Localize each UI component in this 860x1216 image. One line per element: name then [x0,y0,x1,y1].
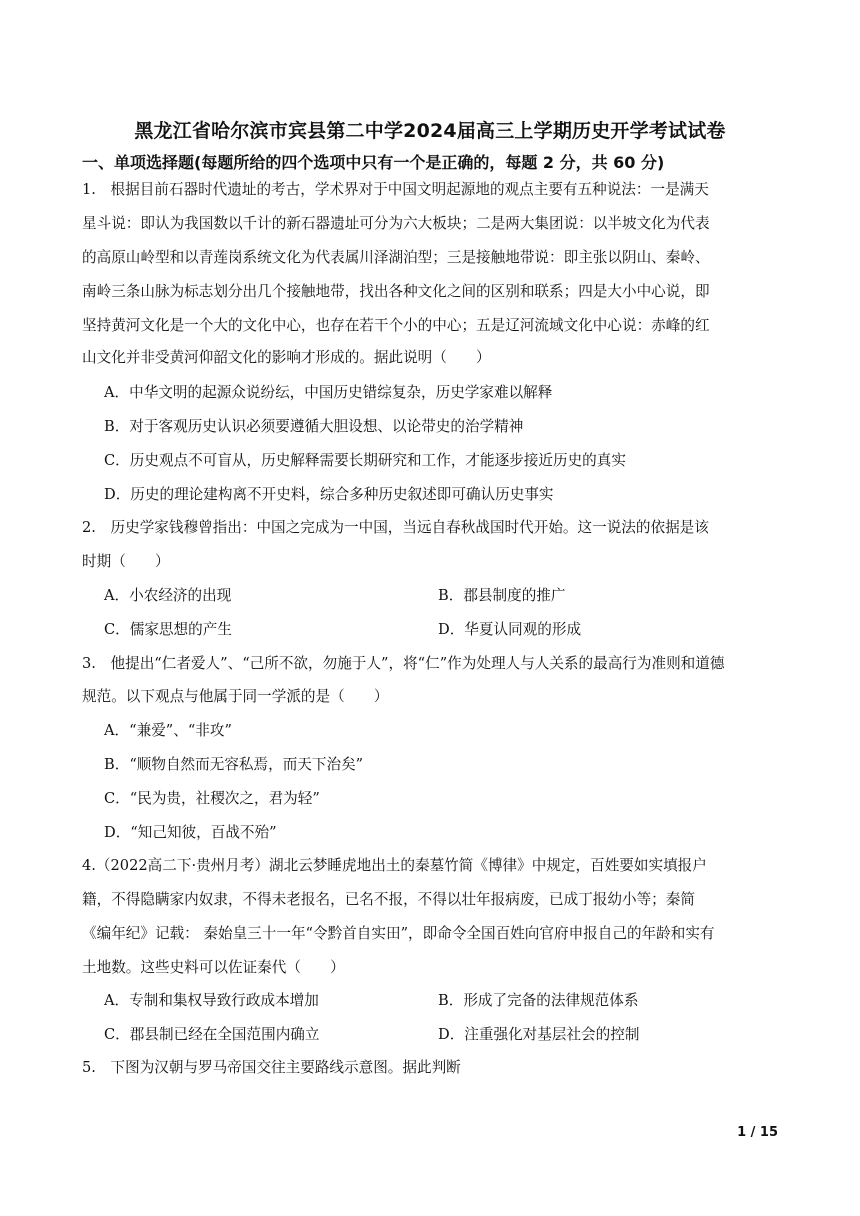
q3-line-1: 3. 他提出“仁者爱人”、“己所不欲，勿施于人”，将“仁”作为处理人与人关系的最高行为准则和道德 [82,655,725,672]
q2-line-1: 2. 历史学家钱穆曾指出：中国之完成为一中国，当远自春秋战国时代开始。这一说法的依据是该 [82,519,709,536]
q3-line-2: 规范。以下观点与他属于同一学派的是（ ） [82,688,389,705]
q1-line-1: 1. 根据目前石器时代遗址的考古，学术界对于中国文明起源地的观点主要有五种说法：一是满天 [82,181,709,198]
q3-option-b: B．“顺物自然而无容私焉，而天下治矣” [104,756,364,773]
q1-option-c: C．历史观点不可盲从，历史解释需要长期研究和工作，才能逐步接近历史的真实 [104,452,626,469]
q2-option-a: A．小农经济的出现 [104,587,232,604]
q5-line-1: 5. 下图为汉朝与罗马帝国交往主要路线示意图。据此判断 [82,1059,461,1076]
q1-line-6: 山文化并非受黄河仰韶文化的影响才形成的。据此说明（ ） [82,349,491,366]
q1-line-4: 南岭三条山脉为标志划分出几个接触地带，找出各种文化之间的区别和联系；四是大小中心说，即 [82,283,710,300]
q3-option-a: A．“兼爱”、“非攻” [104,722,232,739]
q1-option-d: D．历史的理论建构离不开史料，综合多种历史叙述即可确认历史事实 [104,486,554,503]
q1-line-3: 的高原山岭型和以青莲岗系统文化为代表属川泽湖泊型；三是接触地带说：即主张以阴山、秦岭、 [82,249,710,266]
q4-option-a: A．专制和集权导致行政成本增加 [104,992,319,1009]
page-number: 1 / 15 [737,1125,778,1140]
q4-line-2: 籍，不得隐瞒家内奴隶，不得未老报名，已名不报，不得以壮年报病废，已成丁报幼小等；秦简 [82,891,695,908]
q4-option-d: D．注重强化对基层社会的控制 [438,1026,640,1043]
q2-option-d: D．华夏认同观的形成 [438,621,582,638]
page-title: 黑龙江省哈尔滨市宾县第二中学2024届高三上学期历史开学考试试卷 [134,120,726,142]
q2-line-2: 时期（ ） [82,553,170,570]
q1-line-5: 坚持黄河文化是一个大的文化中心，也存在若干个小的中心；五是辽河流域文化中心说：赤峰的红 [82,317,710,334]
q4-option-b: B．形成了完备的法律规范体系 [438,992,639,1009]
q4-line-1: 4.（2022高二下·贵州月考）湖北云梦睡虎地出土的秦墓竹简《博律》中规定，百姓要如实填报户 [82,857,707,874]
q4-option-c: C．郡县制已经在全国范围内确立 [104,1026,320,1043]
section-heading: 一、单项选择题(每题所给的四个选项中只有一个是正确的，每题 2 分，共 60 分) [82,153,665,172]
q4-line-3: 《编年纪》记载： 秦始皇三十一年“令黔首自实田”，即命令全国百姓向官府申报自己的年龄和实有 [82,925,715,942]
q3-option-d: D．“知己知彼，百战不殆” [104,824,277,841]
q2-option-c: C．儒家思想的产生 [104,621,232,638]
q2-option-b: B．郡县制度的推广 [438,587,566,604]
q3-option-c: C．“民为贵，社稷次之，君为轻” [104,790,320,807]
q1-option-a: A．中华文明的起源众说纷纭，中国历史错综复杂，历史学家难以解释 [104,384,553,401]
q1-line-2: 星斗说：即认为我国数以千计的新石器遗址可分为六大板块；二是两大集团说：以半坡文化为代表 [82,215,710,232]
q4-line-4: 土地数。这些史料可以佐证秦代（ ） [82,959,345,976]
q1-option-b: B．对于客观历史认识必须要遵循大胆设想、以论带史的治学精神 [104,418,524,435]
